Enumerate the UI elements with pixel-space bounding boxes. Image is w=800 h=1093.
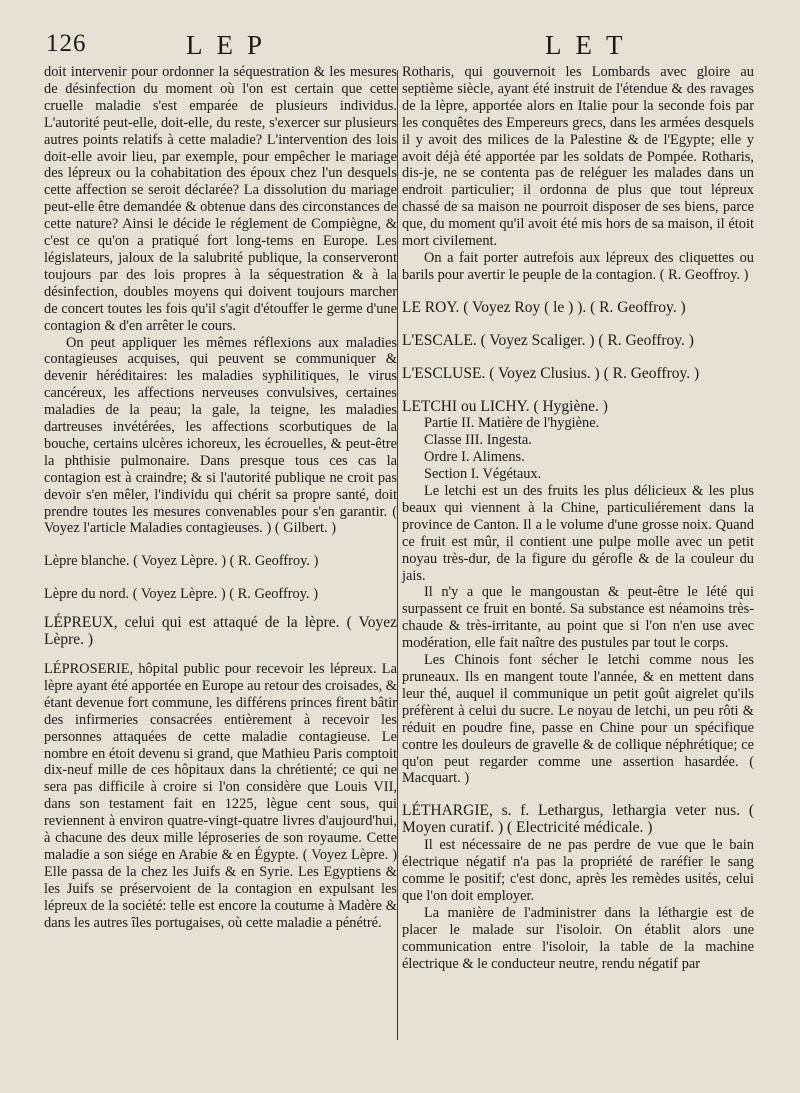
entry-le-roy: LE ROY. ( Voyez Roy ( le ) ). ( R. Geoffroy. ) <box>402 298 686 316</box>
paragraph: Les Chinois font sécher le letchi comme nous les pruneaux. Ils en mangent toute l'année, & en mettent dans leur thé, auquel il communique un petit goût aigrelet qu'ils préfèrent à celui du sucre. Le noyau de letchi, un peu rôti & réduit en poudre fine, passe en Chine pour un spécifique contre les douleurs de gravelle & de collique néphrétique; ce qu'on peut regarder comme une assertion hasardée. ( Macquart. ) <box>402 652 754 787</box>
entry-lescluse: L'ESCLUSE. ( Voyez Clusius. ) ( R. Geoffroy. ) <box>402 364 700 382</box>
page-number: 126 <box>46 30 87 57</box>
classification-line: Classe III. Ingesta. <box>424 432 532 449</box>
paragraph: La manière de l'administrer dans la léthargie est de placer le malade sur l'isoloir. On établit alors une communication entre l'isoloir, la table de la machine électrique & le conducteur neutre, rendu négatif par <box>402 904 754 972</box>
paragraph: Rotharis, qui gouvernoit les Lombards avec gloire au septième siècle, ayant été instruit de l'étendue & des ravages de la lèpre, apportée alors en Italie pour la seconde fois par les conquêtes des Empereurs grecs, dans les armées desquels il y avoit des milices de la Palestine & de l'Egypte; elle y avoit déjà été apportée par les soldats de Pompée. Rotharis, dis-je, ne se contenta pas de reléguer les malades dans un endroit particulier; il ordonna de plus que tout lépreux chassé de sa maison ne pourroit disposer de ses biens, parce que, du moment qu'il avoit été mis hors de sa maison, il étoit mort civilement. <box>402 64 754 250</box>
running-head-right: LET <box>545 30 637 60</box>
paragraph: On peut appliquer les mêmes réflexions aux maladies contagieuses acquises, qui peuvent se communiquer & devenir héréditaires: les maladies syphilitiques, le virus cancéreux, les affections nerveuses convulsives, certaines maladies de la peau; la gale, la teigne, les maladies dartreuses invétérées, les affections scorbutiques de la bouche, certains ulcères ichoreux, les écrouelles, & peut-être la phthisie pulmonaire. Dans presque tous ces cas la contagion est à craindre; & si l'autorité publique ne croit pas devoir s'en mêler, l'individu qui chérit sa propre santé, doit prendre toutes les mesures convenables pour s'en garantir. ( Voyez l'article Maladies contagieuses. ) ( Gilbert. ) <box>44 334 397 537</box>
entry-leproserie: LÉPROSERIE, hôpital public pour recevoir les lépreux. La lèpre ayant été apportée en Europe au retour des croisades, & étant devenue fort commune, les différens princes firent bâtir des infirmeries consacrées entièrement à recevoir les personnes attaquées de cette maladie contagieuse. Le nombre en étoit devenu si grand, que Mathieu Paris comptoit dix-neuf mille de ces hôpitaux dans la chrétienté; ce qui ne sera pas difficile à croire si l'on considère que Louis VII, dans son testament fait en 1225, lègue cent sous, qui reviennent à environ quatre-vingt-quatre livres d'aujourd'hui, à chacune des deux mille léproseries de son royaume. Cette maladie a son siége en Arabie & en Égypte. ( Voyez Lèpre. ) Elle passa de la chez les Juifs & en Syrie. Les Egyptiens & les Juifs se préservoient de la contagion en expulsant les lépreux de la société: telle est encore la coutume à Madère & dans les autres îles portugaises, où cette maladie a pénétré. <box>44 661 397 931</box>
column-rule <box>397 70 398 1040</box>
paragraph: Il est nécessaire de ne pas perdre de vue que le bain électrique négatif n'a pas la propriété de raréfier le sang comme le positif; c'est donc, après les remèdes usités, celui que l'on doit employer. <box>402 837 754 904</box>
classification-line: Ordre I. Alimens. <box>424 449 525 466</box>
running-head-left: LEP <box>186 30 277 60</box>
entry-lepreux: LÉPREUX, celui qui est attaqué de la lèpre. ( Voyez Lèpre. ) <box>44 614 397 649</box>
entry-lethargie: LÉTHARGIE, s. f. Lethargus, lethargia veter nus. ( Moyen curatif. ) ( Electricité médicale. ) <box>402 802 754 837</box>
paragraph: Il n'y a que le mangoustan & peut-être le lété qui surpassent ce fruit en bonté. Sa substance est néamoins très-chaude & très-irritante, au point que si l'on n'en use avec modération, elle fait naître des pustules par tout le corps. <box>402 584 754 652</box>
left-column <box>44 64 397 932</box>
paragraph: Le letchi est un des fruits les plus délicieux & les plus beaux qui viennent à la Chine, particuliérement dans la province de Canton. Il a le volume d'une grosse noix. Quand ce fruit est mûr, il contient une pulpe molle avec un petit noyau très-dur, de la figure du gérofle & de la couleur du jais. <box>402 483 754 584</box>
entry-lepre-du-nord: Lèpre du nord. ( Voyez Lèpre. ) ( R. Geoffroy. ) <box>44 586 318 603</box>
paragraph: On a fait porter autrefois aux lépreux des cliquettes ou barils pour avertir le peuple de la contagion. ( R. Geoffroy. ) <box>402 249 754 283</box>
paragraph: doit intervenir pour ordonner la séquestration & les mesures de désinfection du moment où l'on est certain que cette cruelle maladie s'est emparée de plusieurs individus. L'autorité peut-elle, doit-elle, du reste, s'exercer sur plusieurs autres points relatifs à cette maladie? L'intervention des lois doit-elle avoir lieu, par exemple, pour empêcher le mariage des lépreux ou la cohabitation des époux chez l'un desquels cette affection se seroit déclarée? La dissolution du mariage peut-elle être demandée & obtenue dans des circonstances de cette nature? Ainsi le décide le réglement de Compiègne, & c'est ce qu'on a pratiqué fort long-tems en Europe. Les législateurs, jaloux de la salubrité publique, la conserveront toujours par des lois propres à la séquestration & à la désinfection, doubles moyens qui doivent toujours marcher de concert toutes les fois qu'il s'agit d'étouffer le germe d'une contagion & d'en arrêter le cours. <box>44 64 397 334</box>
entry-lepre-blanche: Lèpre blanche. ( Voyez Lèpre. ) ( R. Geoffroy. ) <box>44 553 319 570</box>
classification-line: Section I. Végétaux. <box>424 466 542 483</box>
entry-lescale: L'ESCALE. ( Voyez Scaliger. ) ( R. Geoffroy. ) <box>402 331 694 349</box>
entry-letchi: LETCHI ou LICHY. ( Hygiène. ) <box>402 397 608 415</box>
right-column <box>402 64 754 972</box>
classification-line: Partie II. Matière de l'hygiène. <box>424 415 600 432</box>
